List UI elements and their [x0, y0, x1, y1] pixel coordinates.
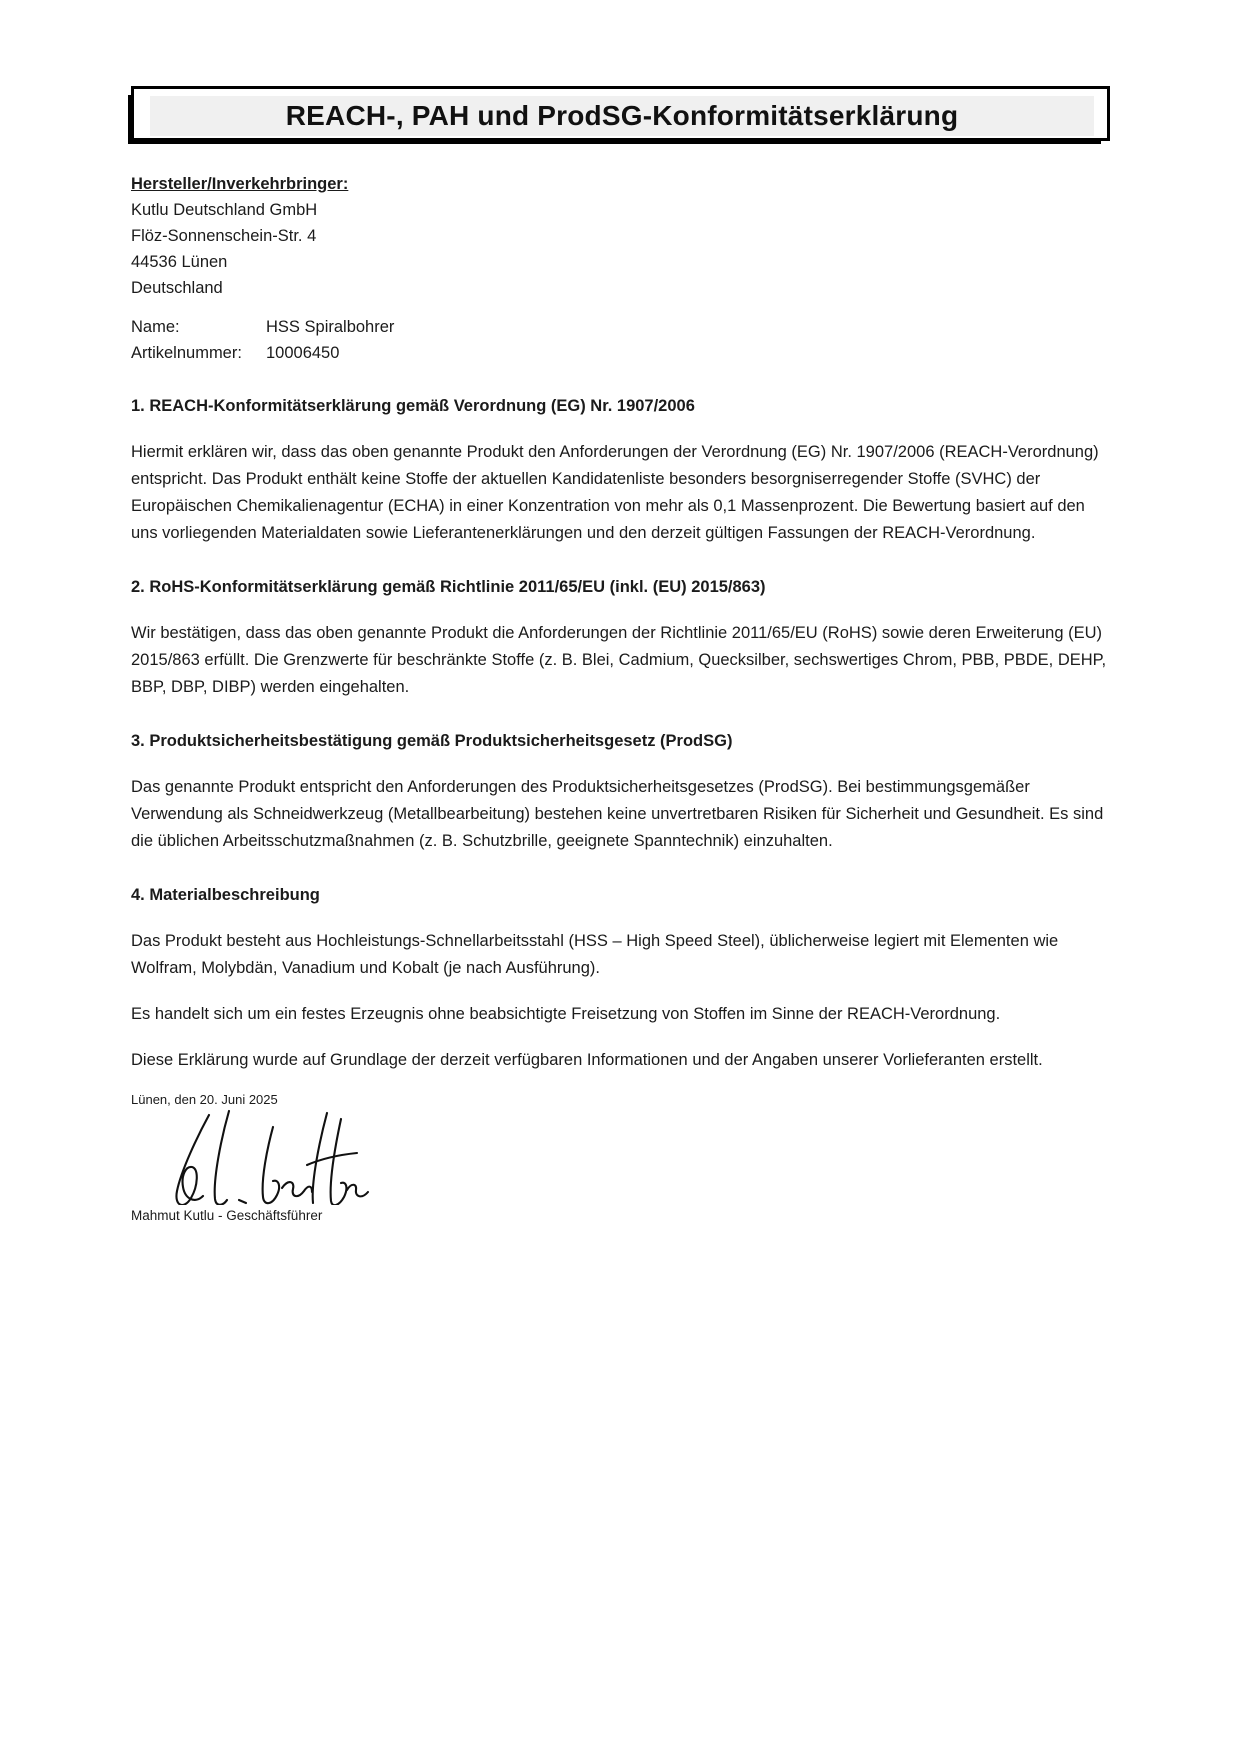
product-block	[131, 314, 1110, 366]
article-number-value: 10006450	[266, 344, 340, 362]
signature-image	[151, 1109, 371, 1205]
section-2-paragraph: Wir bestätigen, dass das oben genannte Produkt die Anforderungen der Richtlinie 2011/65/EU (RoHS) sowie deren Erweiterung (EU) 2015/863 erfüllt. Die Grenzwerte für beschränkte Stoffe (z. B. Blei, Cadmium, Quecksilber, sechswertiges Chrom, PBB, PBDE, DEHP, BBP, DBP, DIBP) werden eingehalten.	[131, 624, 1107, 696]
section-rohs	[131, 574, 1110, 701]
product-name-value: HSS Spiralbohrer	[266, 318, 395, 336]
section-4-paragraph-2: Es handelt sich um ein festes Erzeugnis ohne beabsichtigte Freisetzung von Stoffen im Sinne der REACH-Verordnung.	[131, 1005, 1001, 1023]
section-3-heading: 3. Produktsicherheitsbestätigung gemäß Produktsicherheitsgesetz (ProdSG)	[131, 732, 733, 750]
section-4-paragraph-1: Das Produkt besteht aus Hochleistungs-Schnellarbeitsstahl (HSS – High Speed Steel), üblicherweise legiert mit Elementen wie Wolfram, Molybdän, Vanadium und Kobalt (je nach Ausführung).	[131, 932, 1059, 977]
place-date-line: Lünen, den 20. Juni 2025	[131, 1092, 278, 1107]
section-reach	[131, 393, 1110, 547]
manufacturer-street: Flöz-Sonnenschein-Str. 4	[131, 227, 317, 245]
document-title: REACH-, PAH und ProdSG-Konformitätserklärung	[150, 96, 1094, 136]
product-name-row	[131, 314, 1110, 340]
title-box	[131, 86, 1110, 141]
article-number-label: Artikelnummer:	[131, 344, 242, 362]
section-4-paragraph-3: Diese Erklärung wurde auf Grundlage der derzeit verfügbaren Informationen und der Angaben unserer Vorlieferanten erstellt.	[131, 1051, 1043, 1069]
signer-name: Mahmut Kutlu - Geschäftsführer	[131, 1208, 323, 1223]
section-3-paragraph: Das genannte Produkt entspricht den Anforderungen des Produktsicherheitsgesetzes (ProdSG). Bei bestimmungsgemäßer Verwendung als Schneidwerkzeug (Metallbearbeitung) bestehen keine unvertretbaren Risiken für Sicherheit und Gesundheit. Es sind die üblichen Arbeitsschutzmaßnahmen (z. B. Schutzbrille, geeignete Spanntechnik) einzuhalten.	[131, 778, 1104, 850]
manufacturer-country: Deutschland	[131, 279, 223, 297]
section-material	[131, 882, 1110, 1074]
manufacturer-block	[131, 171, 1110, 301]
manufacturer-city: 44536 Lünen	[131, 253, 228, 271]
section-prodsg	[131, 728, 1110, 855]
manufacturer-heading: Hersteller/Inverkehrbringer:	[131, 175, 349, 193]
manufacturer-company: Kutlu Deutschland GmbH	[131, 201, 318, 219]
section-1-heading: 1. REACH-Konformitätserklärung gemäß Verordnung (EG) Nr. 1907/2006	[131, 397, 695, 415]
section-4-heading: 4. Materialbeschreibung	[131, 886, 320, 904]
section-2-heading: 2. RoHS-Konformitätserklärung gemäß Richtlinie 2011/65/EU (inkl. (EU) 2015/863)	[131, 578, 766, 596]
product-name-label: Name:	[131, 318, 180, 336]
article-number-row	[131, 340, 1110, 366]
section-1-paragraph: Hiermit erklären wir, dass das oben genannte Produkt den Anforderungen der Verordnung (EG) Nr. 1907/2006 (REACH-Verordnung) entspricht. Das Produkt enthält keine Stoffe der aktuellen Kandidatenliste besonders besorgniserregender Stoffe (SVHC) der Europäischen Chemikalienagentur (ECHA) in einer Konzentration von mehr als 0,1 Massenprozent. Die Bewertung basiert auf den uns vorliegenden Materialdaten sowie Lieferantenerklärungen und den derzeit gültigen Fassungen der REACH-Verordnung.	[131, 443, 1099, 542]
